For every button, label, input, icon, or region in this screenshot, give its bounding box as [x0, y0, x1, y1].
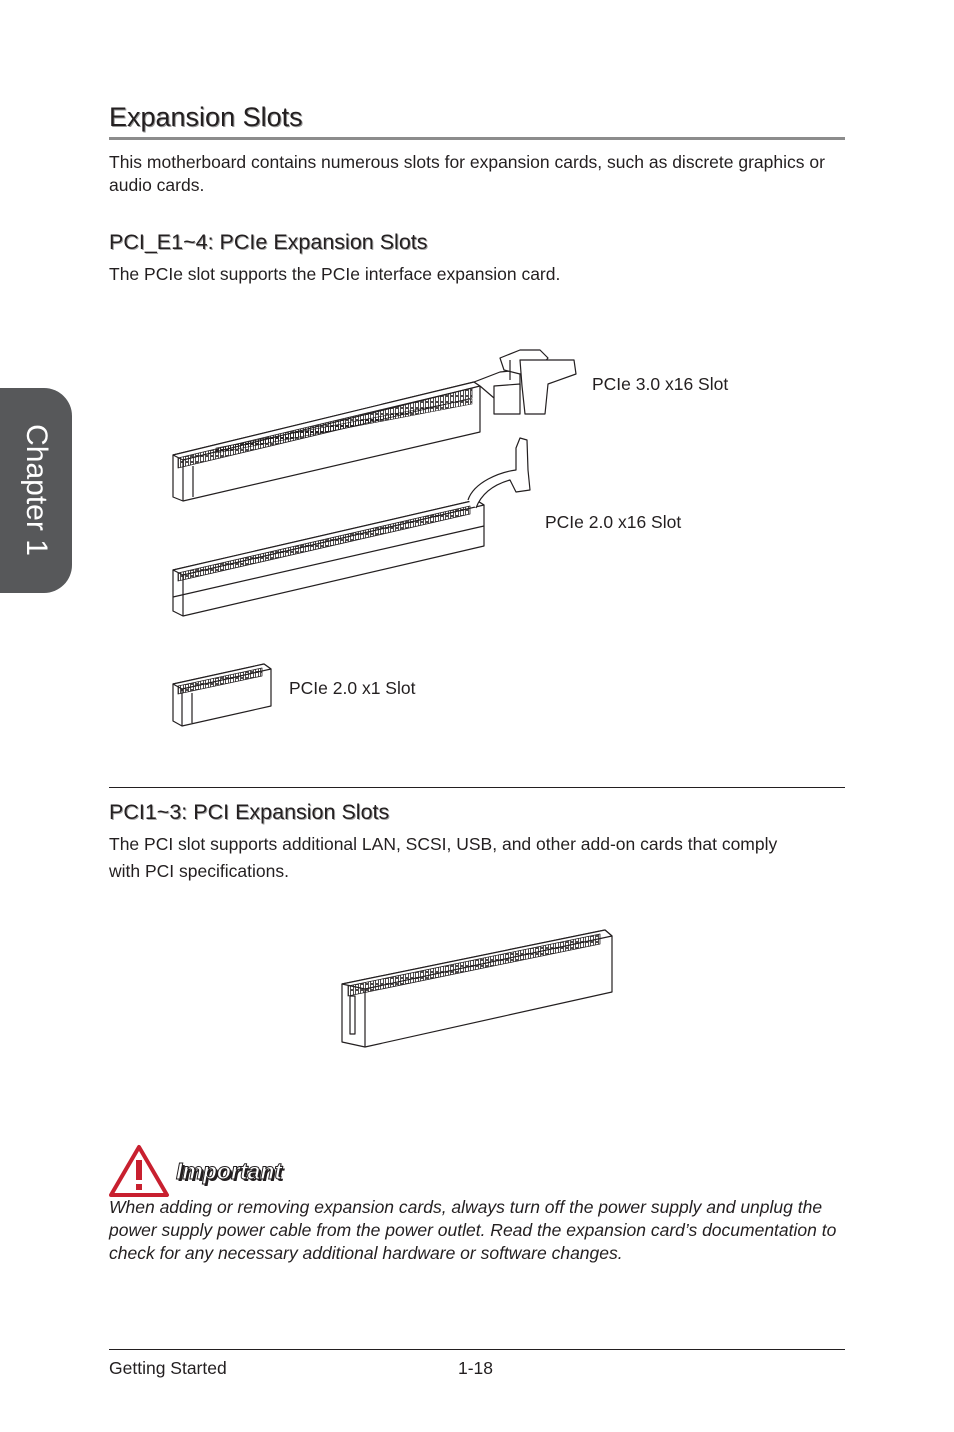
pcie-heading: PCI_E1~4: PCIe Expansion Slots [109, 230, 428, 254]
pci-slot-drawing [342, 930, 612, 1047]
footer-section-name: Getting Started [109, 1358, 227, 1378]
pcie2-x16-label: PCIe 2.0 x16 Slot [545, 512, 682, 532]
pcie2-x1-slot-drawing [173, 664, 271, 726]
pci-description-line-2: with PCI specifications. [109, 861, 289, 881]
section-divider [109, 787, 845, 788]
warning-icon [108, 1144, 170, 1198]
section-title: Expansion Slots [109, 102, 303, 132]
pcie3-x16-label: PCIe 3.0 x16 Slot [592, 374, 729, 394]
section-intro: This motherboard contains numerous slots for expansion cards, such as discrete graphics or audio cards. [109, 152, 825, 195]
pcie-description: The PCIe slot supports the PCIe interface expansion card. [109, 264, 561, 284]
chapter-tab-label: Chapter 1 [20, 424, 53, 556]
important-title: Important [176, 1158, 283, 1184]
important-note: When adding or removing expansion cards, always turn off the power supply and unplug the power supply power cable from the power outlet. Read the expansion card’s documentation to check for any necessary additional hardware or software changes. [109, 1197, 837, 1263]
page-number: 1-18 [458, 1358, 494, 1378]
pci-description-line-1: The PCI slot supports additional LAN, SCSI, USB, and other add-on cards that comply [109, 834, 778, 854]
footer-rule [109, 1349, 845, 1350]
pcie2-x1-label: PCIe 2.0 x1 Slot [289, 678, 416, 698]
pci-heading: PCI1~3: PCI Expansion Slots [109, 800, 390, 824]
